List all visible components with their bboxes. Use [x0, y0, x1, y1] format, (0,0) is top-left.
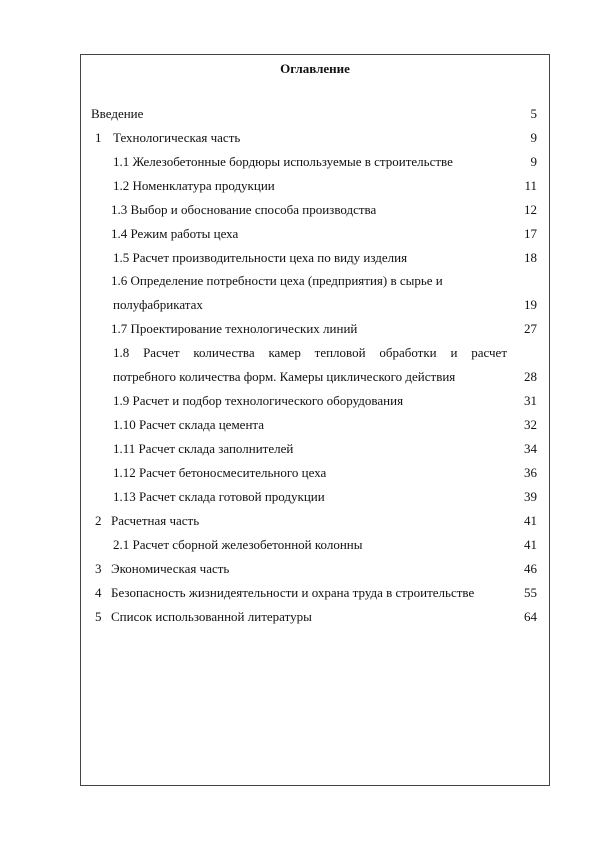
toc-entry-label: 2.1 Расчет сборной железобетонной колонны	[113, 537, 363, 552]
toc-entry-label: 1.1 Железобетонные бордюры используемые в строительстве	[113, 154, 453, 169]
toc-entry-page: 55	[524, 585, 537, 600]
toc-entry-label: 1.11 Расчет склада заполнителей	[113, 441, 294, 456]
toc-entry-page: 9	[530, 154, 537, 169]
toc-entry-label: 1.2 Номенклатура продукции	[113, 178, 275, 193]
toc-entry-label: Технологическая часть	[113, 130, 241, 145]
toc-entry-page: 5	[530, 106, 537, 121]
toc-entry-page: 17	[524, 226, 537, 241]
toc-entry-page: 64	[524, 609, 537, 624]
toc-entry-label: 1.7 Проектирование технологических линий	[111, 321, 358, 336]
toc-entry-page: 32	[524, 417, 537, 432]
toc-entry-page: 36	[524, 465, 537, 480]
toc-entry-label: 1.8 Расчет количества камер тепловой обработки и расчет	[113, 345, 507, 360]
toc-entry-label: 1.12 Расчет бетоносмесительного цеха	[113, 465, 327, 480]
toc-entry-page: 19	[524, 297, 537, 312]
toc-entry-page: 9	[530, 130, 537, 145]
toc-entry-label: Введение	[91, 106, 144, 121]
toc-entry-label: 1.4 Режим работы цеха	[111, 226, 239, 241]
toc-section-number: 2	[95, 513, 102, 528]
toc-entry-page: 28	[524, 369, 537, 384]
toc-entry-label-continued: полуфабрикатах	[113, 297, 203, 312]
page-frame	[80, 54, 550, 786]
toc-section-number: 5	[95, 609, 102, 624]
toc-title: Оглавление	[280, 61, 350, 76]
toc-entry-label: 1.5 Расчет производительности цеха по виду изделия	[113, 250, 408, 265]
toc-entry-label: 1.13 Расчет склада готовой продукции	[113, 489, 325, 504]
toc-entry-page: 27	[524, 321, 537, 336]
toc-entry-page: 41	[524, 513, 537, 528]
toc-entry-label-continued: потребного количества форм. Камеры циклического действия	[113, 369, 456, 384]
toc-entry-label: Расчетная часть	[111, 513, 200, 528]
toc-entry-page: 39	[524, 489, 537, 504]
toc-entry-label: 1.3 Выбор и обоснование способа производства	[111, 202, 377, 217]
toc-entry-label: 1.10 Расчет склада цемента	[113, 417, 265, 432]
toc-entry-page: 41	[524, 537, 537, 552]
toc-entry-label: 1.6 Определение потребности цеха (предприятия) в сырье и	[111, 273, 443, 288]
toc-entry-page: 46	[524, 561, 537, 576]
toc-entry-page: 31	[524, 393, 537, 408]
toc-entry-label: Безопасность жизнидеятельности и охрана труда в строительстве	[111, 585, 475, 600]
toc-entry-page: 18	[524, 250, 537, 265]
toc-entry-label: Список использованной литературы	[111, 609, 312, 624]
toc-entry-label: Экономическая часть	[111, 561, 230, 576]
toc-entry-page: 34	[524, 441, 537, 456]
toc-entry-label: 1.9 Расчет и подбор технологического оборудования	[113, 393, 404, 408]
toc-entry-page: 11	[524, 178, 537, 193]
toc-section-number: 4	[95, 585, 102, 600]
toc-section-number: 3	[95, 561, 102, 576]
toc-section-number: 1	[95, 130, 102, 145]
toc-entry-page: 12	[524, 202, 537, 217]
